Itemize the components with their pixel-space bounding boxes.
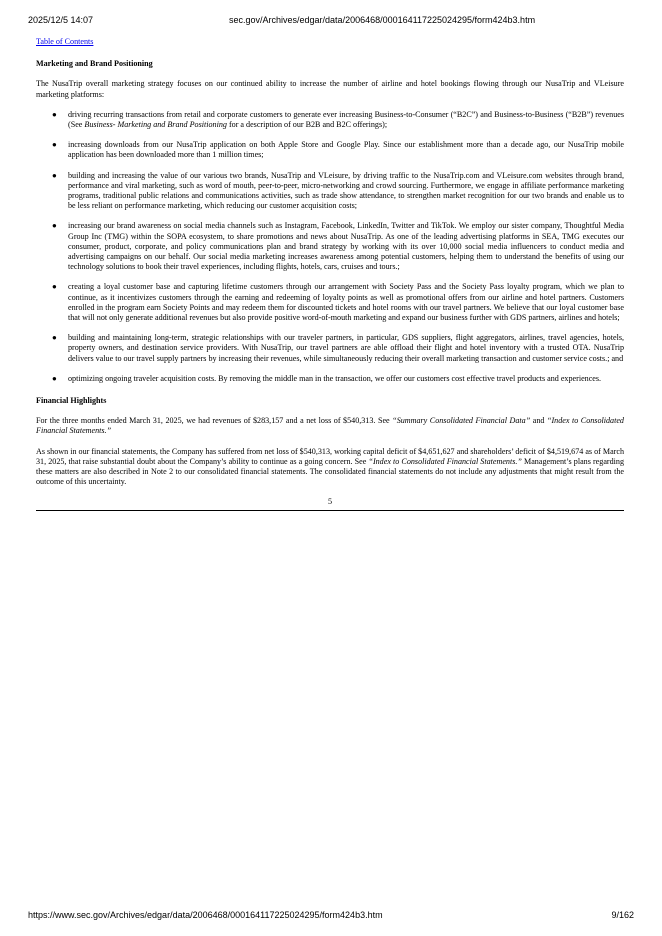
item-italic-ref: Business- Marketing and Brand Positioning [84, 120, 227, 130]
para-text: and [530, 416, 547, 426]
table-of-contents-link[interactable]: Table of Contents [36, 37, 94, 46]
page-number: 5 [327, 496, 333, 506]
para-italic-ref: “Index to Consolidated Financial Statements.” [36, 416, 624, 436]
item-text: building and maintaining long-term, strategic relationships with our traveler partners, in particular, GDS suppliers, flight aggregators, airlines, travel agencies, hotels, property owners, and destination service providers. With NusaTrip, our travel partners are able offload their flight and hotel inventory with a trusted OTA. NusaTrip delivers value to our travel supply partners by increasing their revenues, while simultaneously reducing their overall marketing transaction and customer service costs.; and [68, 333, 624, 363]
para-italic-ref: “Summary Consolidated Financial Data” [392, 416, 531, 426]
item-text: increasing downloads from our NusaTrip application on both Apple Store and Google Play. Since our establishment more than a decade ago, our NusaTrip mobile application has been downloaded more than 1 million times; [68, 140, 624, 160]
item-text: driving recurring transactions from retail and corporate customers to generate ever increasing Business-to-Consumer (“B2C”) and Business-to-Business (“B2B”) revenues (See [68, 109, 624, 130]
bullet-icon: ● [52, 373, 57, 383]
financial-paragraph-2 [36, 447, 624, 488]
para-italic-ref: “Index to Consolidated Financial Statements.” [368, 456, 522, 466]
bullet-icon: ● [52, 221, 57, 231]
list-item [36, 140, 624, 160]
document-body [36, 37, 624, 511]
page-divider [36, 510, 624, 511]
list-item [36, 171, 624, 212]
browser-print-footer [28, 910, 634, 920]
para-text: For the three months ended March 31, 2025, we had revenues of $283,157 and a net loss of $540,313. See [36, 416, 393, 426]
financial-paragraph-1 [36, 416, 624, 436]
print-title: sec.gov/Archives/edgar/data/2006468/000164117225024295/form424b3.htm [229, 15, 536, 25]
bullet-icon: ● [52, 282, 57, 292]
section-heading-financial: Financial Highlights [36, 396, 107, 406]
print-page-count: 9/162 [611, 910, 634, 920]
section-heading-marketing: Marketing and Brand Positioning [36, 59, 153, 69]
list-item [36, 282, 624, 323]
item-text: building and increasing the value of our various two brands, NusaTrip and VLeisure, by driving traffic to the NusaTrip.com and VLeisure.com websites through brand, performance and viral marketing, such as word of mouth, peer-to-peer, micro-networking and crowd sourcing. Furthermore, we engage in affiliate performance marketing programs, traditional public relations and communications activities, such as trade show attendance, to strengthen market recognition for our two brands and enable us to be less reliant on performance marketing, which reducing our customer acquisition costs; [68, 170, 624, 211]
bullet-icon: ● [52, 140, 57, 150]
para-text: As shown in our financial statements, the Company has suffered from net loss of $540,313, working capital deficit of $4,651,627 and shareholders’ deficit of $4,519,674 as of March 31, 2025, that raise substantial doubt about the Company’s ability to continue as a going concern. See [36, 446, 624, 466]
list-item [36, 110, 624, 130]
bullet-icon: ● [52, 109, 57, 119]
bullet-icon: ● [52, 170, 57, 180]
intro-paragraph: The NusaTrip overall marketing strategy focuses on our continued ability to increase the number of airline and hotel bookings flowing through our NusaTrip and VLeisure marketing platforms: [36, 79, 624, 99]
item-text: for a description of our B2B and B2C offerings); [226, 120, 388, 130]
list-item [36, 333, 624, 364]
item-text: optimizing ongoing traveler acquisition costs. By removing the middle man in the transaction, we offer our customers cost effective travel products and experiences. [68, 373, 602, 383]
list-item [36, 221, 624, 272]
strategy-list [36, 110, 624, 384]
item-text: increasing our brand awareness on social media channels such as Instagram, Facebook, LinkedIn, Twitter and TikTok. We employ our sister company, Thoughtful Media Group Inc (TMG) within the SOPA ecosystem, to share promotions and news about NusaTrip. As one of the leading advertising platforms in SEA, TMG executes our consumer, product, corporate, and policy communications plan and brand strategy by working with its over 10,000 social media influencers to conduct media and advertising campaigns on our behalf. Our social media marketing increases awareness among potential customers, helping them to understand the benefits of using our technology solutions to book their travel experiences, including flights, hotels, cars, cruises and tours.; [68, 221, 624, 272]
para-text: Management’s plans regarding these matters are also described in Note 2 to our consolidated financial statements. The consolidated financial statements do not include any adjustments that might result from the outcome of this uncertainty. [36, 456, 624, 487]
list-item [36, 374, 624, 384]
item-text: creating a loyal customer base and capturing lifetime customers through our arrangement with Society Pass and the Society Pass loyalty program, which we plan to continue, as it incentivizes customers through the earning and redeeming of loyalty points as well as promotional offers from our airline and hotel partners. Customers enrolled in the program earn Society Points and may redeem them for discounted tickets and hotel rooms with our travel partners. We believe that our loyal customer base that will not only generate additional revenues but also provide positive word-of-mouth marketing and expand our business further with GDS partners, airlines and hotels; [68, 282, 624, 323]
print-timestamp: 2025/12/5 14:07 [28, 15, 94, 25]
print-url: https://www.sec.gov/Archives/edgar/data/2006468/000164117225024295/form424b3.htm [28, 910, 383, 920]
bullet-icon: ● [52, 333, 57, 343]
